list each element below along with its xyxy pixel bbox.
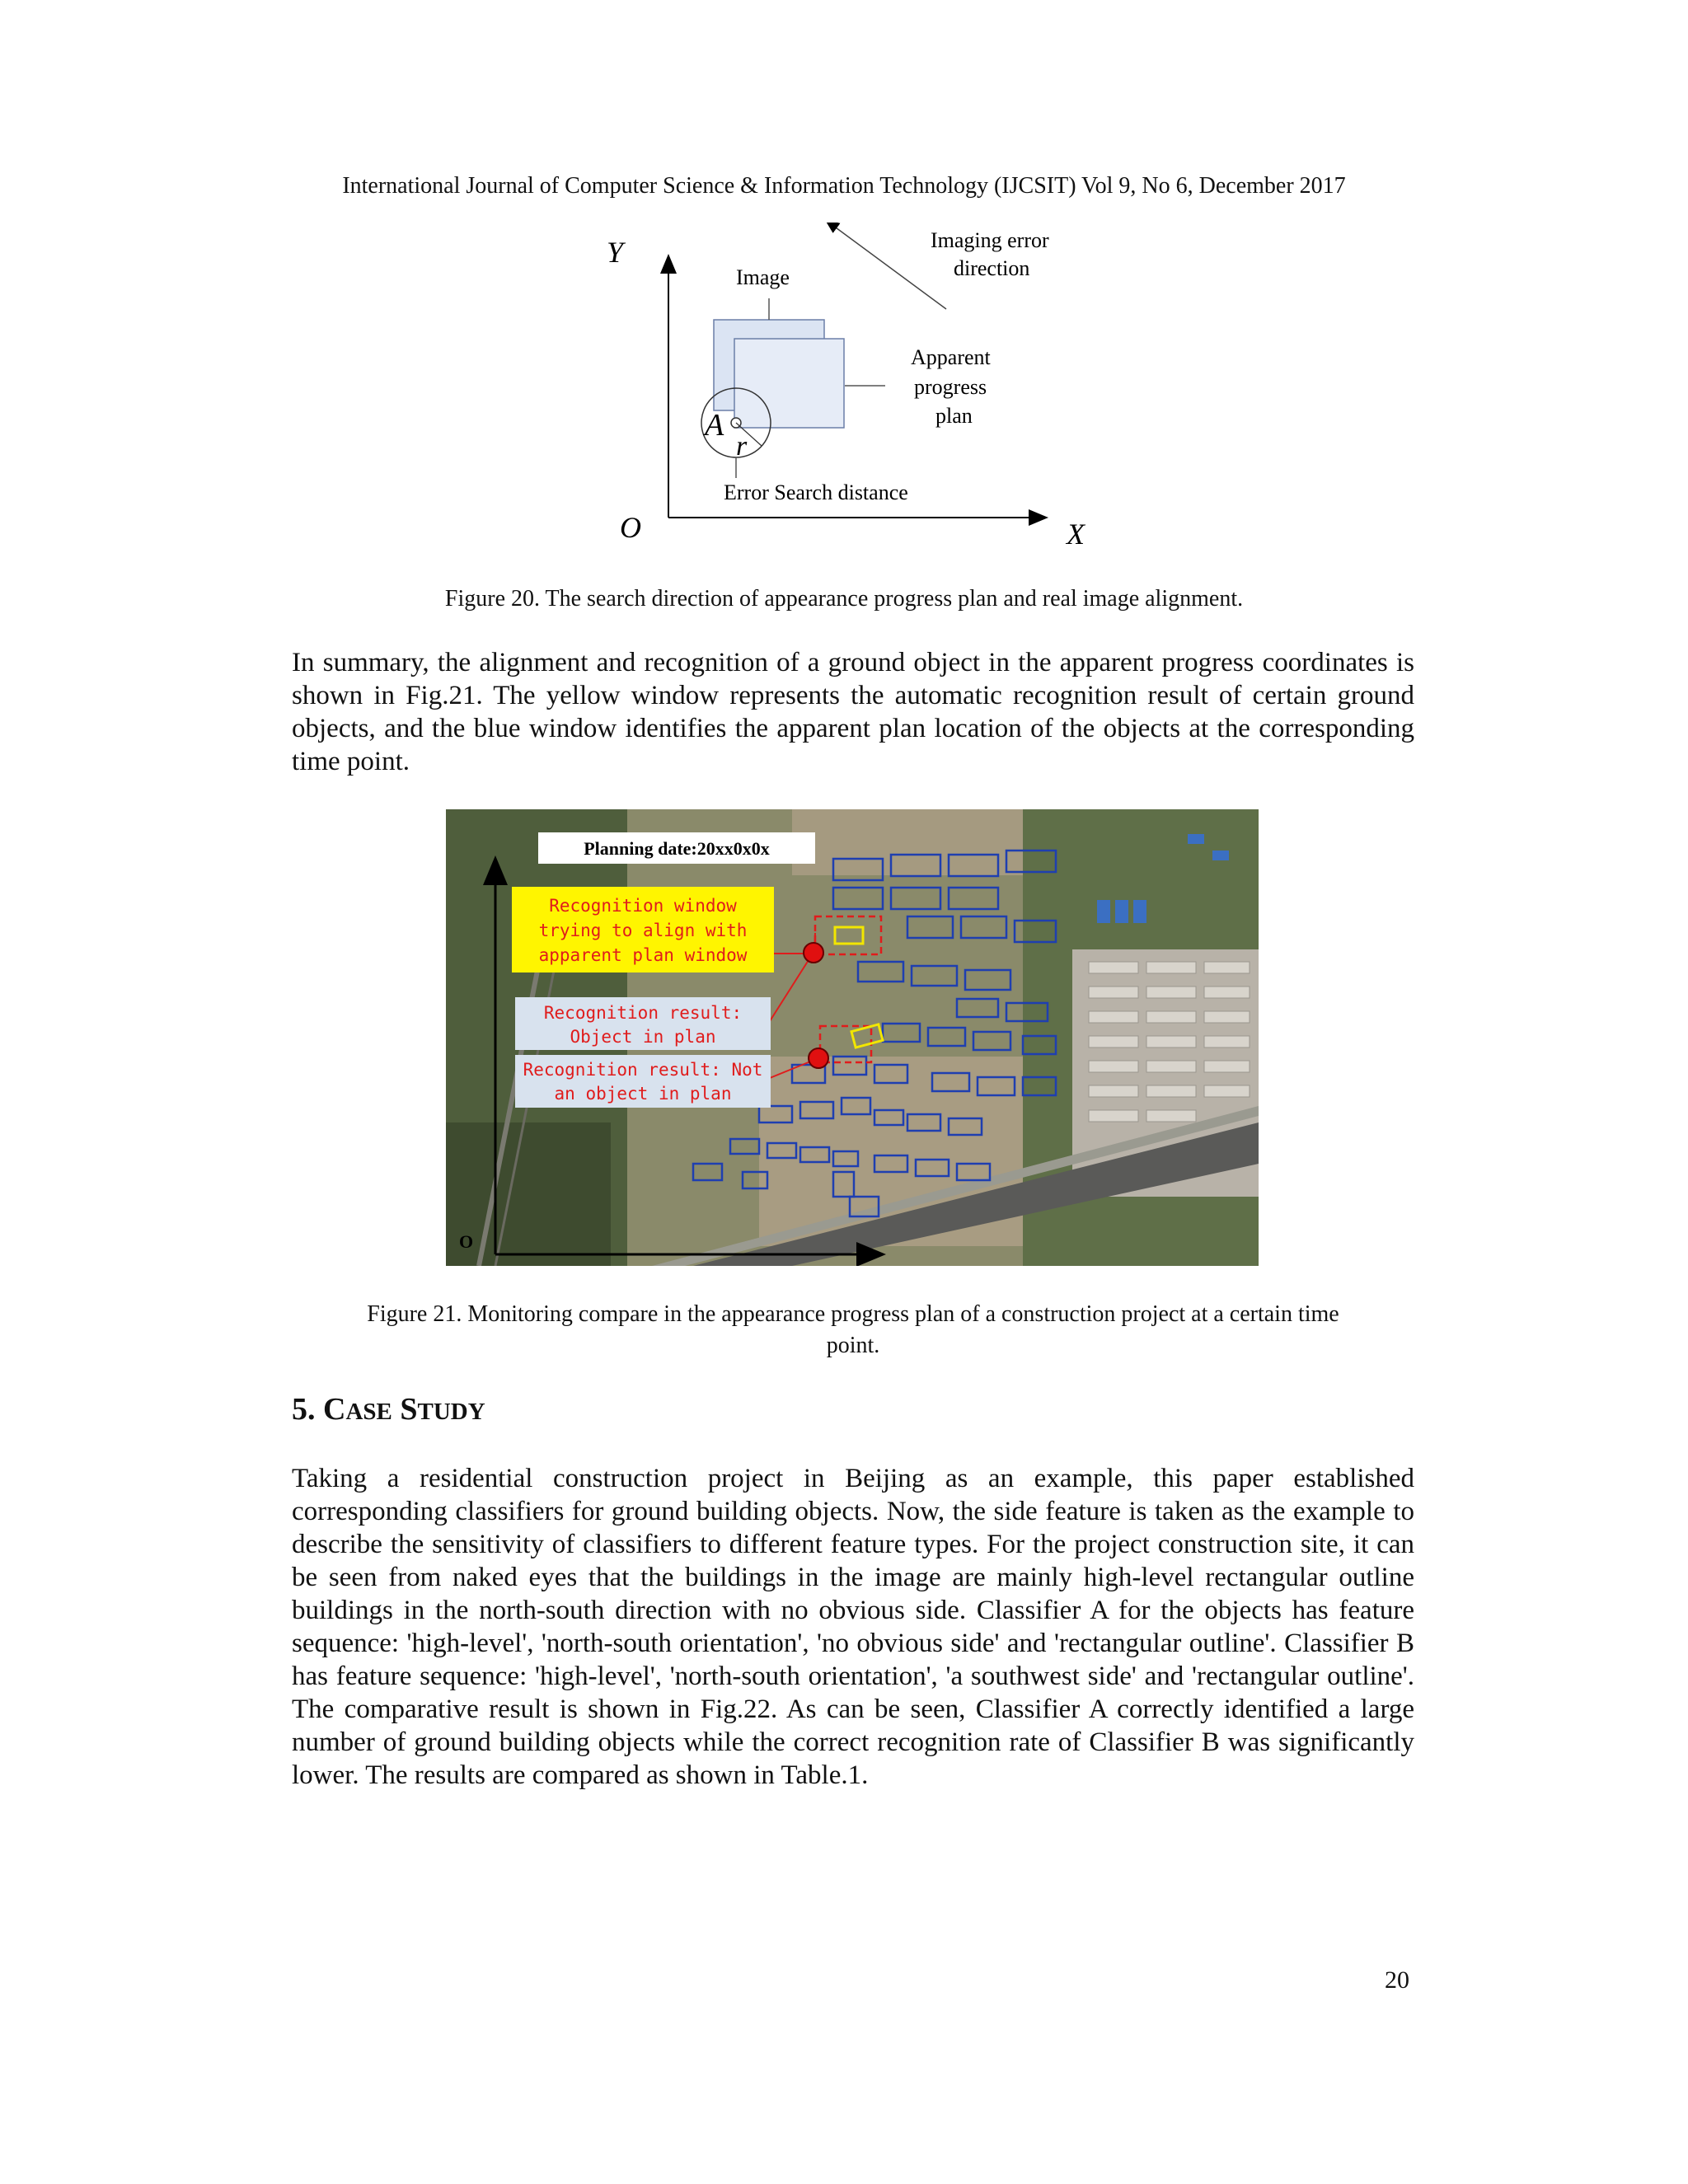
result-in-plan-label-2: Object in plan	[570, 1027, 716, 1047]
section-word-1-initial: C	[323, 1392, 346, 1427]
figure-20-caption: Figure 20. The search direction of appearance progress plan and real image alignment.	[444, 586, 1244, 612]
apparent-plan-label-3: plan	[935, 404, 973, 428]
recognition-point-top	[804, 943, 823, 963]
apparent-plan-rectangle	[734, 339, 844, 428]
section-heading	[292, 1391, 485, 1427]
image-label: Image	[736, 265, 790, 289]
recognition-window-label-3: apparent plan window	[538, 945, 748, 965]
section-word-1-rest: ASE	[345, 1399, 392, 1425]
point-a-label: A	[705, 408, 724, 443]
recognition-window-label-2: trying to align with	[538, 921, 748, 940]
recognition-point-bottom	[809, 1048, 828, 1068]
origin-label: O	[620, 511, 641, 544]
result-not-in-plan-label-2: an object in plan	[554, 1084, 732, 1104]
radius-label: r	[736, 431, 748, 462]
figure-20-diagram	[593, 223, 1121, 560]
section-number: 5.	[292, 1392, 316, 1427]
paragraph-case-study: Taking a residential construction project in Beijing as an example, this paper established corresponding classifiers for ground building objects. Now, the side feature is taken as the example to describe the sensitivity of classifiers to different feature types. For the project construction site, it can be seen from naked eyes that the buildings in the image are mainly high-level rectangular outline buildings in the north-south direction with no obvious side. Classifier A for the objects has feature sequence: 'high-level', 'north-south orientation', 'no obvious side' and 'rectangular outline'. Classifier B has feature sequence: 'high-level', 'north-south orientation', 'a southwest side' and 'rectangular outline'. The comparative result is shown in Fig.22. As can be seen, Classifier A correctly identified a large number of ground building objects while the correct recognition rate of Classifier B was significantly lower. The results are compared as shown in Table.1.	[292, 1464, 1414, 1790]
error-search-label: Error Search distance	[724, 480, 908, 504]
figure-21-caption-line-2: point.	[826, 1333, 880, 1358]
figure-21-caption-line-1: Figure 21. Monitoring compare in the appearance progress plan of a construction project at a certain time	[367, 1301, 1339, 1327]
section-word-2-initial: S	[400, 1392, 418, 1427]
x-axis-label: X	[1067, 518, 1085, 551]
recognition-window-label-1: Recognition window	[549, 896, 737, 916]
result-in-plan-label-1: Recognition result:	[543, 1003, 743, 1023]
imaging-error-arrow	[827, 223, 946, 309]
result-not-in-plan-label-1: Recognition result: Not	[523, 1060, 763, 1080]
page-number: 20	[1385, 1966, 1409, 1994]
journal-header: International Journal of Computer Science & Information Technology (IJCSIT) Vol 9, No 6, December 2017	[342, 173, 1346, 199]
apparent-plan-label-1: Apparent	[911, 345, 991, 369]
imaging-error-label-2: direction	[954, 256, 1030, 280]
figure-21-caption	[292, 1299, 1414, 1361]
planning-date-label: Planning date:20xx0x0x	[584, 838, 770, 859]
y-axis-label: Y	[607, 236, 624, 269]
figure-21-aerial-image	[446, 809, 1259, 1266]
section-word-2-rest: TUDY	[417, 1399, 485, 1425]
paragraph-summary: In summary, the alignment and recognition of a ground object in the apparent progress coordinates is shown in Fig.21. The yellow window represents the automatic recognition result of certain ground objects, and the blue window identifies the apparent plan location of the objects at the corresponding time point.	[292, 648, 1414, 776]
imaging-error-label-1: Imaging error	[931, 228, 1049, 252]
apparent-plan-label-2: progress	[914, 375, 987, 399]
fig21-origin-label: O	[459, 1231, 474, 1252]
